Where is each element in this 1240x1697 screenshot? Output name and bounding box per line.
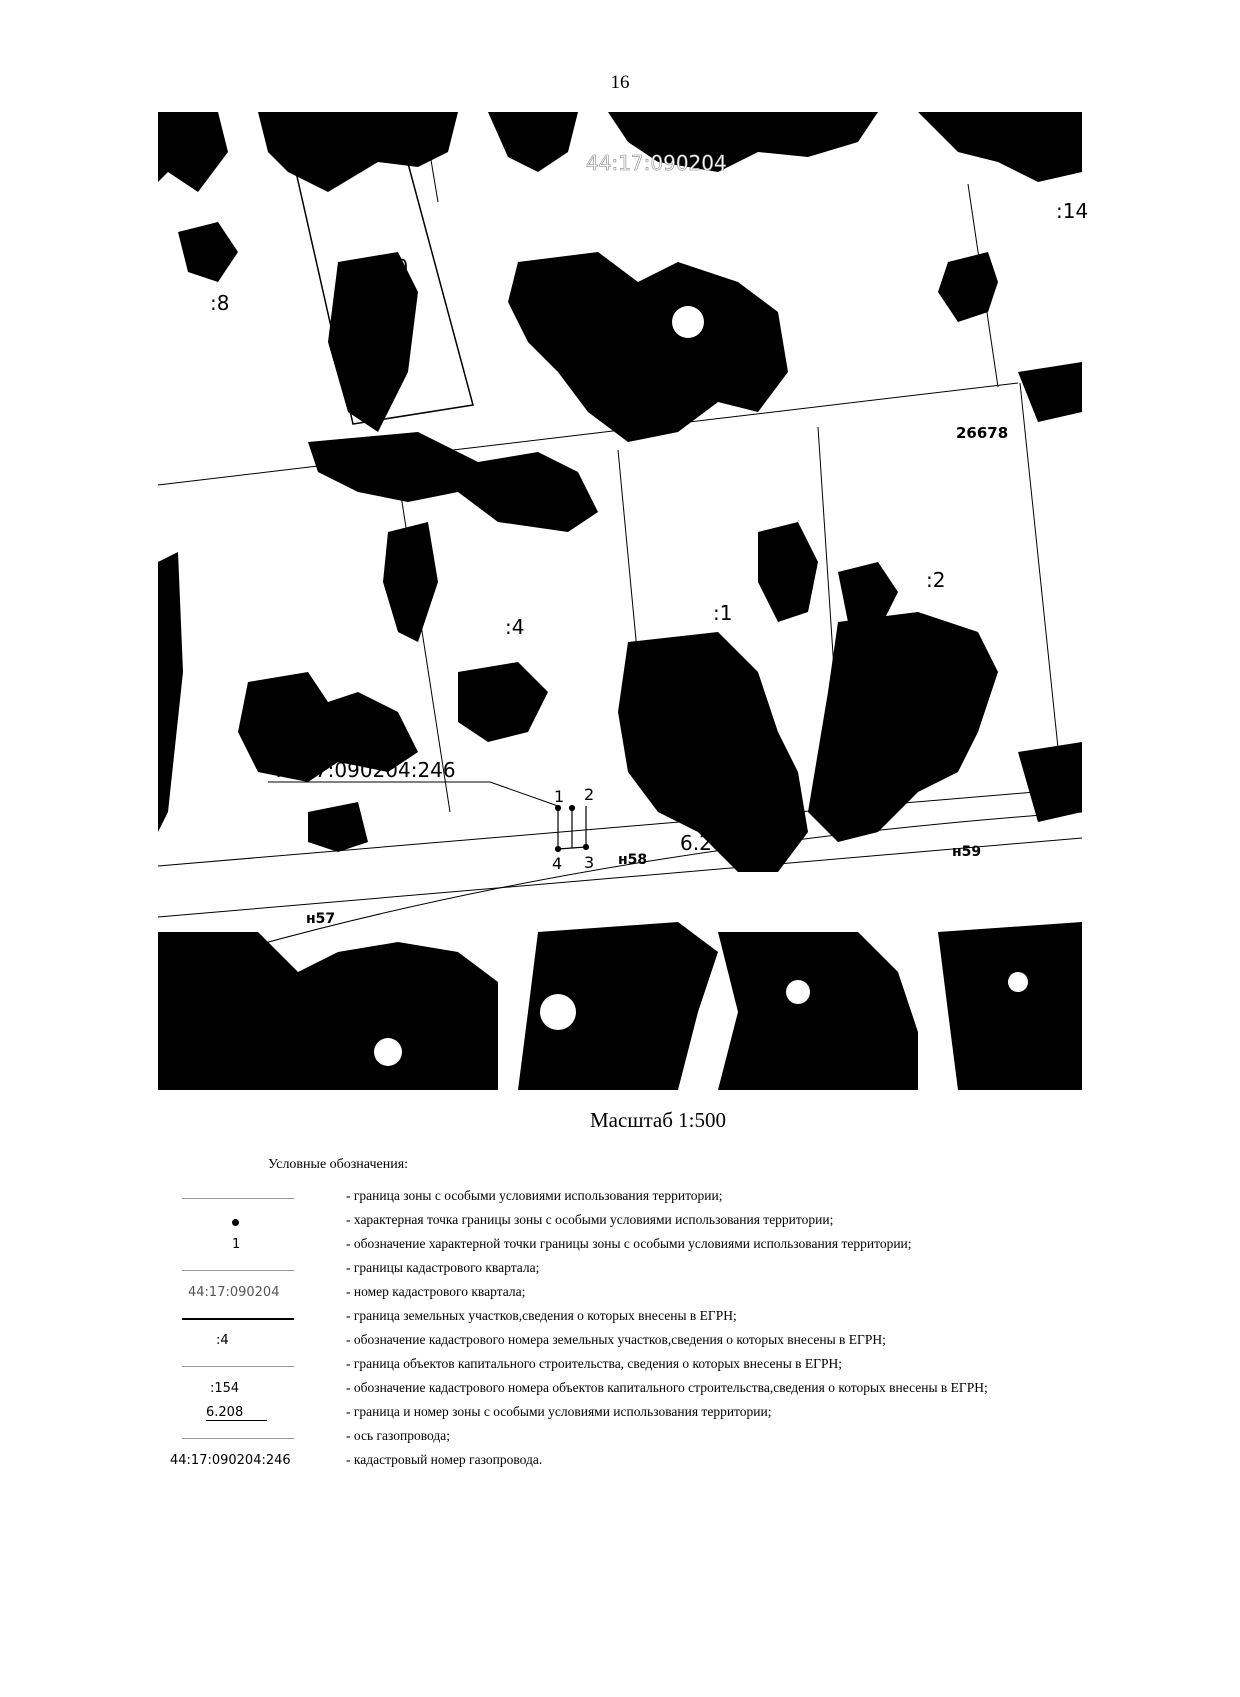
parcel-label-1: :1 bbox=[713, 601, 733, 625]
legend-item bbox=[170, 1378, 1180, 1402]
point-dot-icon bbox=[232, 1219, 239, 1226]
cadastral-map bbox=[158, 112, 1089, 1090]
legend-text: - граница земельных участков,сведения о которых внесены в ЕГРН; bbox=[346, 1308, 737, 1323]
legend-text: - границы кадастрового квартала; bbox=[346, 1260, 540, 1275]
node-label-n59: н59 bbox=[952, 844, 982, 860]
quarter-number-label: 44:17:090204 bbox=[586, 151, 727, 175]
map-canvas bbox=[158, 112, 1089, 1090]
legend-item bbox=[170, 1450, 1180, 1474]
legend-text: - обозначение кадастрового номера земельных участков,сведения о которых внесены в ЕГРН; bbox=[346, 1332, 886, 1347]
legend-item bbox=[170, 1402, 1180, 1426]
aerial-blobs bbox=[158, 112, 1082, 1090]
legend-symbol-building-number: :154 bbox=[210, 1381, 240, 1396]
zone-number-label: 6.208 bbox=[680, 831, 738, 855]
legend-text: - обозначение характерной точки границы зоны с особыми условиями использования территории; bbox=[346, 1236, 912, 1251]
legend-item bbox=[170, 1282, 1180, 1306]
legend-item bbox=[170, 1186, 1180, 1210]
legend-symbol-quarter-boundary bbox=[170, 1258, 298, 1282]
point-label-4: 4 bbox=[552, 854, 563, 873]
legend-symbol-point bbox=[170, 1210, 298, 1234]
legend-symbol-zone-number: 6.208 bbox=[206, 1405, 267, 1421]
legend-symbol-parcel-boundary bbox=[170, 1306, 298, 1330]
legend-symbol-pipeline-number: 44:17:090204:246 bbox=[170, 1453, 291, 1468]
parcel-label-10: :10 bbox=[376, 255, 409, 279]
legend-symbol-building-boundary bbox=[170, 1354, 298, 1378]
legend-heading: Условные обозначения: bbox=[268, 1157, 409, 1172]
legend-text: - граница зоны с особыми условиями использования территории; bbox=[346, 1188, 723, 1203]
pipeline-leader bbox=[268, 782, 558, 806]
map-scale: Масштаб 1:500 bbox=[590, 1108, 727, 1132]
characteristic-points bbox=[556, 806, 589, 852]
legend-item bbox=[170, 1258, 1180, 1282]
legend-symbol-zone-boundary bbox=[170, 1186, 298, 1210]
legend-item bbox=[170, 1210, 1180, 1234]
legend-item bbox=[170, 1330, 1180, 1354]
legend-text: - характерная точка границы зоны с особыми условиями использования территории; bbox=[346, 1212, 834, 1227]
legend-text: - кадастровый номер газопровода. bbox=[346, 1452, 543, 1467]
legend-text: - номер кадастрового квартала; bbox=[346, 1284, 526, 1299]
legend-symbol-pipeline-axis bbox=[170, 1426, 298, 1450]
node-label-n57: н57 bbox=[306, 911, 336, 927]
legend-text: - ось газопровода; bbox=[346, 1428, 450, 1443]
legend-symbol-parcel-number: :4 bbox=[216, 1333, 229, 1348]
pipeline-cadastral-label: 44:17:090204:246 bbox=[270, 758, 456, 782]
legend-symbol-point-label: 1 bbox=[232, 1237, 241, 1252]
legend-item bbox=[170, 1234, 1180, 1258]
legend-item bbox=[170, 1354, 1180, 1378]
legend-text: - граница и номер зоны с особыми условиями использования территории; bbox=[346, 1404, 772, 1419]
parcel-label-14: :14 bbox=[1056, 199, 1089, 223]
page-number: 16 bbox=[610, 72, 630, 93]
code-label-26678: 26678 bbox=[956, 424, 1009, 442]
node-label-n58: н58 bbox=[618, 852, 648, 868]
legend-text: - граница объектов капитального строительства, сведения о которых внесены в ЕГРН; bbox=[346, 1356, 842, 1371]
point-label-1: 1 bbox=[554, 787, 565, 806]
point-label-2: 2 bbox=[584, 785, 595, 804]
legend-symbol-quarter-number: 44:17:090204 bbox=[188, 1285, 280, 1300]
point-label-3: 3 bbox=[584, 853, 595, 872]
legend-item bbox=[170, 1426, 1180, 1450]
parcel-label-4: :4 bbox=[505, 615, 525, 639]
legend-item bbox=[170, 1306, 1180, 1330]
legend bbox=[170, 1186, 1180, 1474]
parcel-label-8: :8 bbox=[210, 291, 230, 315]
parcel-label-2: :2 bbox=[926, 568, 946, 592]
legend-text: - обозначение кадастрового номера объектов капитального строительства,сведения о которых внесены в ЕГРН; bbox=[346, 1380, 988, 1395]
